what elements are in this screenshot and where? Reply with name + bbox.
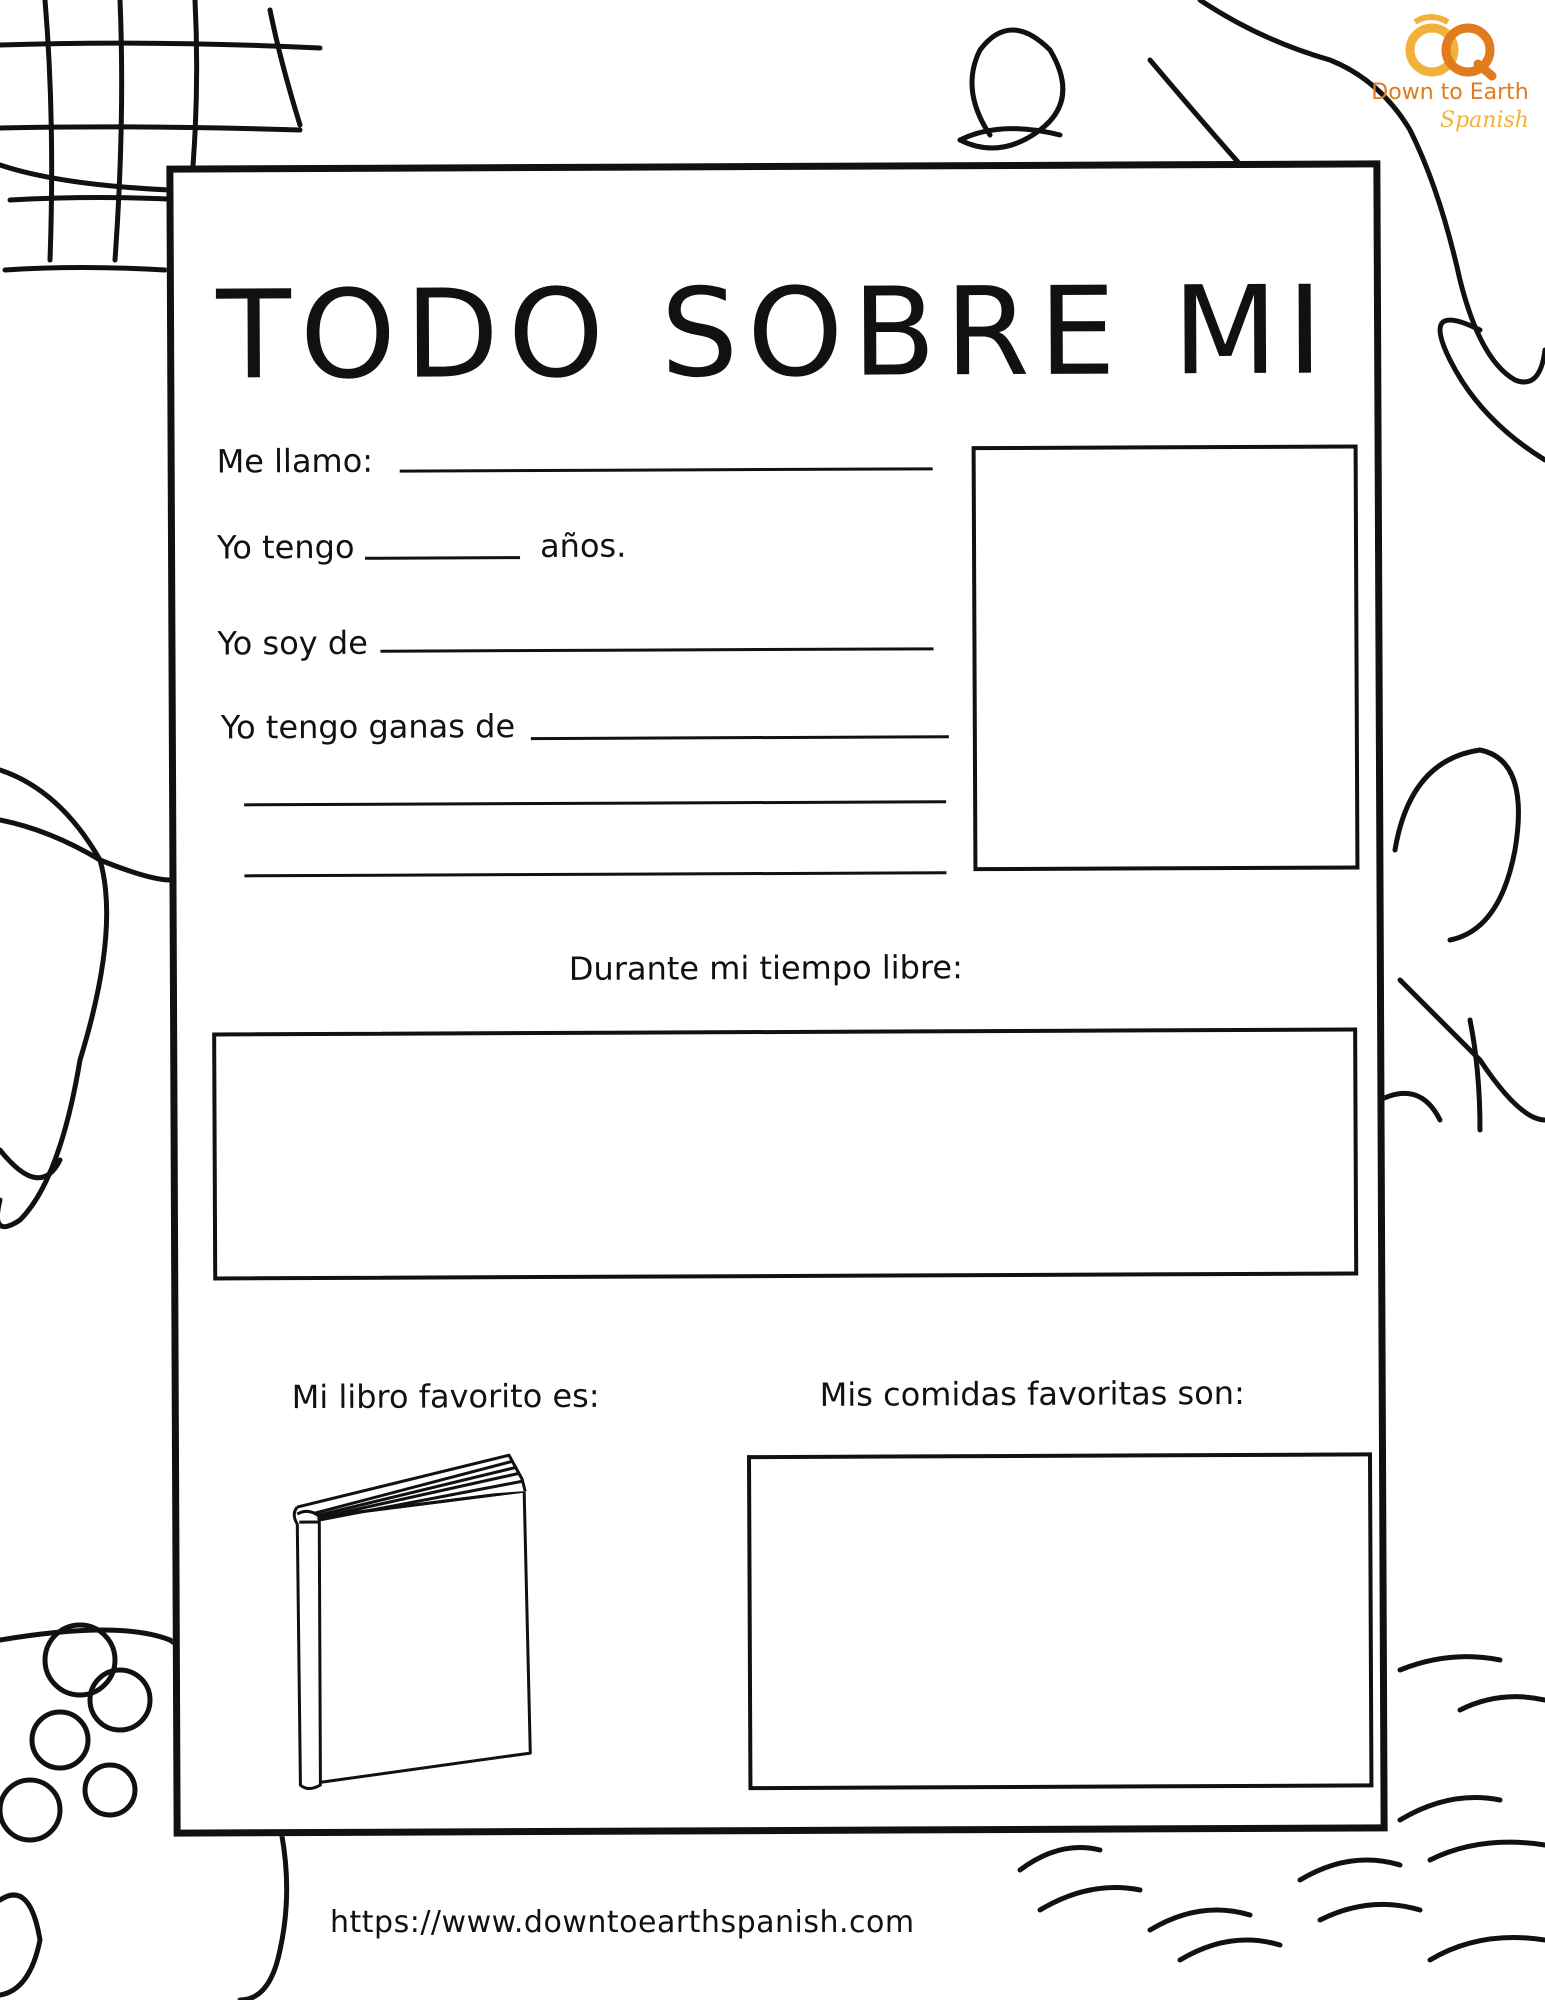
favorite-foods-label: Mis comidas favoritas son: [819,1373,1245,1414]
plant-doodle [1395,750,1518,940]
book-icon [289,1451,551,1812]
worksheet [166,160,1387,1836]
page-title: TODO SOBRE MI [216,259,1333,407]
name-label: Me llamo: [216,441,374,481]
wish-line-2[interactable] [244,800,946,806]
from-line[interactable] [380,647,933,652]
logo-icon [1360,12,1540,82]
brand-logo [1360,12,1540,152]
wish-line-1[interactable] [531,735,949,740]
free-time-box[interactable] [212,1027,1358,1280]
logo-subtext: Spanish [1440,108,1529,133]
age-line[interactable] [365,556,520,560]
favorite-foods-box[interactable] [747,1452,1373,1790]
age-suffix-label: años. [539,526,627,566]
age-prefix-label: Yo tengo [216,527,355,567]
wish-line-3[interactable] [244,871,946,877]
name-line[interactable] [400,467,933,472]
footer-url[interactable]: https://www.downtoearthspanish.com [330,1905,915,1940]
free-time-label: Durante mi tiempo libre: [568,948,963,988]
wish-label: Yo tengo ganas de [220,707,516,747]
logo-text: Down to Earth [1371,80,1529,105]
favorite-book-label: Mi libro favorito es: [291,1376,600,1417]
photo-box[interactable] [972,444,1360,871]
from-label: Yo soy de [217,623,368,663]
